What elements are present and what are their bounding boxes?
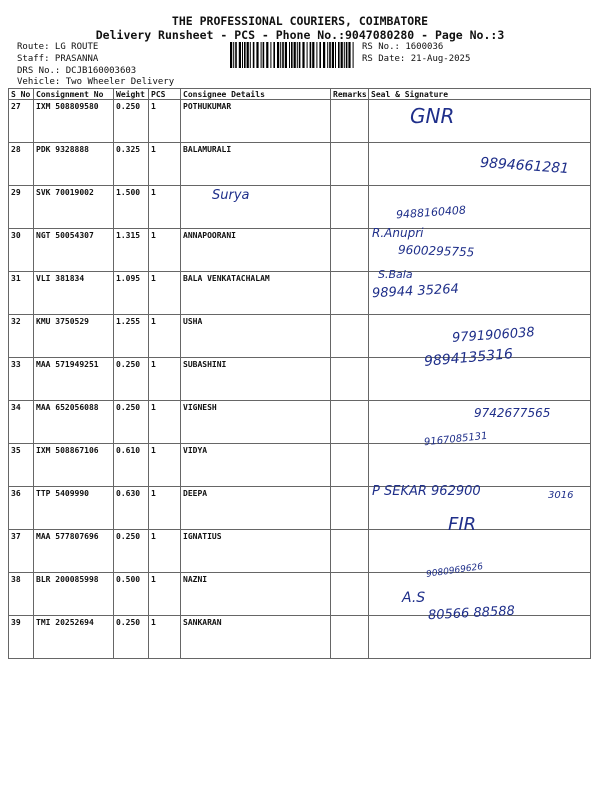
handwriting-r37: FIR bbox=[448, 514, 477, 535]
col-sno: S No bbox=[9, 89, 34, 100]
table-row bbox=[9, 143, 591, 186]
barcode-bar bbox=[261, 42, 262, 68]
cell-pcs: 1 bbox=[149, 487, 181, 530]
cell-consignee: USHA bbox=[181, 315, 331, 358]
cell-remarks bbox=[331, 143, 369, 186]
runsheet-subtitle: Delivery Runsheet - PCS - Phone No.:9047080280 - Page No.:3 bbox=[95, 28, 505, 42]
cell-weight: 0.630 bbox=[114, 487, 149, 530]
drs-number: DRS No.: DCJB160003603 bbox=[17, 66, 137, 76]
barcode-bar bbox=[233, 42, 234, 68]
cell-sno: 39 bbox=[9, 616, 34, 659]
barcode-bar bbox=[302, 42, 304, 68]
cell-pcs: 1 bbox=[149, 616, 181, 659]
company-title: THE PROFESSIONAL COURIERS, COIMBATORE bbox=[171, 14, 429, 28]
cell-consignee: IGNATIUS bbox=[181, 530, 331, 573]
cell-signature bbox=[369, 573, 591, 616]
cell-consignment-no: MAA 571949251 bbox=[34, 358, 114, 401]
cell-signature bbox=[369, 229, 591, 272]
cell-signature bbox=[369, 358, 591, 401]
barcode-bar bbox=[335, 42, 336, 68]
barcode-bar bbox=[244, 42, 246, 68]
handwriting-r39-name: A.S bbox=[402, 590, 426, 606]
barcode-bar bbox=[316, 42, 317, 68]
barcode-bar bbox=[299, 42, 301, 68]
handwriting-r28: 9894661281 bbox=[479, 154, 570, 178]
table-row bbox=[9, 100, 591, 143]
cell-pcs: 1 bbox=[149, 229, 181, 272]
table-row bbox=[9, 444, 591, 487]
table-header-row bbox=[9, 89, 591, 100]
cell-sno: 38 bbox=[9, 573, 34, 616]
handwriting-r30-name: R.Anupri bbox=[372, 226, 424, 240]
barcode-bar bbox=[239, 42, 241, 68]
barcode-bar bbox=[294, 42, 296, 68]
handwriting-r39-phone: 80566 88588 bbox=[427, 603, 516, 624]
table-row bbox=[9, 358, 591, 401]
col-pcs: PCS bbox=[149, 89, 181, 100]
cell-pcs: 1 bbox=[149, 358, 181, 401]
handwriting-r30-phone: 9600295755 bbox=[397, 242, 475, 260]
cell-remarks bbox=[331, 272, 369, 315]
cell-weight: 0.250 bbox=[114, 358, 149, 401]
cell-consignment-no: IXM 508867106 bbox=[34, 444, 114, 487]
barcode-bar bbox=[282, 42, 284, 68]
handwriting-r33: 9894135316 bbox=[423, 346, 514, 370]
cell-pcs: 1 bbox=[149, 401, 181, 444]
cell-sno: 37 bbox=[9, 530, 34, 573]
cell-consignee: DEEPA bbox=[181, 487, 331, 530]
col-consignment: Consignment No bbox=[34, 89, 114, 100]
cell-consignment-no: IXM 508809580 bbox=[34, 100, 114, 143]
cell-weight: 0.250 bbox=[114, 100, 149, 143]
barcode-bar bbox=[346, 42, 348, 68]
table-row bbox=[9, 530, 591, 573]
cell-sno: 31 bbox=[9, 272, 34, 315]
cell-consignment-no: VLI 381834 bbox=[34, 272, 114, 315]
table-row bbox=[9, 186, 591, 229]
barcode-bar bbox=[338, 42, 340, 68]
barcode-bar bbox=[247, 42, 249, 68]
cell-consignment-no: BLR 200085998 bbox=[34, 573, 114, 616]
handwriting-r35: 9167085131 bbox=[423, 430, 489, 449]
cell-pcs: 1 bbox=[149, 444, 181, 487]
cell-consignment-no: NGT 50054307 bbox=[34, 229, 114, 272]
col-remarks: Remarks bbox=[331, 89, 369, 100]
barcode-bar bbox=[242, 42, 243, 68]
barcode-bar bbox=[273, 42, 275, 68]
route-label: Route: LG ROUTE bbox=[17, 42, 99, 52]
cell-sno: 33 bbox=[9, 358, 34, 401]
cell-consignee: SANKARAN bbox=[181, 616, 331, 659]
barcode-bar bbox=[285, 42, 287, 68]
cell-pcs: 1 bbox=[149, 315, 181, 358]
cell-signature bbox=[369, 315, 591, 358]
cell-signature bbox=[369, 487, 591, 530]
handwriting-r34: 9742677565 bbox=[474, 406, 551, 420]
table-row bbox=[9, 487, 591, 530]
cell-consignee: NAZNI bbox=[181, 573, 331, 616]
runsheet-table bbox=[8, 88, 591, 659]
handwriting-r27: GNR bbox=[410, 104, 455, 128]
cell-sno: 27 bbox=[9, 100, 34, 143]
cell-remarks bbox=[331, 358, 369, 401]
barcode-bar bbox=[319, 42, 321, 68]
cell-remarks bbox=[331, 401, 369, 444]
cell-consignment-no: TTP 5409990 bbox=[34, 487, 114, 530]
barcode-bar bbox=[332, 42, 334, 68]
barcode-bar bbox=[256, 42, 258, 68]
handwriting-r36-name: P SEKAR 962900 bbox=[372, 484, 481, 499]
cell-remarks bbox=[331, 315, 369, 358]
barcode-bar bbox=[348, 42, 350, 68]
barcode-bar bbox=[353, 42, 354, 68]
handwriting-r32: 9791906038 bbox=[451, 325, 536, 346]
cell-weight: 1.315 bbox=[114, 229, 149, 272]
table-row bbox=[9, 616, 591, 659]
cell-signature bbox=[369, 272, 591, 315]
handwriting-r31-name: S.Bala bbox=[378, 268, 413, 281]
barcode-bar bbox=[307, 42, 308, 68]
cell-pcs: 1 bbox=[149, 100, 181, 143]
rs-date: RS Date: 21-Aug-2025 bbox=[362, 54, 471, 64]
cell-consignee: BALAMURALI bbox=[181, 143, 331, 186]
barcode-bar bbox=[253, 42, 255, 68]
cell-weight: 0.250 bbox=[114, 530, 149, 573]
table-row bbox=[9, 229, 591, 272]
cell-weight: 0.325 bbox=[114, 143, 149, 186]
cell-weight: 1.255 bbox=[114, 315, 149, 358]
cell-pcs: 1 bbox=[149, 530, 181, 573]
cell-consignment-no: MAA 577807696 bbox=[34, 530, 114, 573]
barcode-bar bbox=[323, 42, 325, 68]
cell-consignee: VIDYA bbox=[181, 444, 331, 487]
handwriting-r38: 9080969626 bbox=[425, 562, 484, 580]
cell-sno: 36 bbox=[9, 487, 34, 530]
cell-consignee: BALA VENKATACHALAM bbox=[181, 272, 331, 315]
table-row bbox=[9, 315, 591, 358]
cell-signature bbox=[369, 143, 591, 186]
barcode-bar bbox=[230, 42, 232, 68]
cell-consignment-no: PDK 9328888 bbox=[34, 143, 114, 186]
cell-weight: 0.500 bbox=[114, 573, 149, 616]
barcode-bar bbox=[250, 42, 251, 68]
barcode-image bbox=[230, 42, 356, 68]
barcode-bar bbox=[270, 42, 271, 68]
cell-remarks bbox=[331, 616, 369, 659]
cell-remarks bbox=[331, 487, 369, 530]
barcode-bar bbox=[327, 42, 328, 68]
cell-pcs: 1 bbox=[149, 272, 181, 315]
barcode-bar bbox=[297, 42, 298, 68]
cell-remarks bbox=[331, 444, 369, 487]
cell-remarks bbox=[331, 100, 369, 143]
cell-remarks bbox=[331, 186, 369, 229]
cell-remarks bbox=[331, 530, 369, 573]
cell-remarks bbox=[331, 229, 369, 272]
barcode-bar bbox=[277, 42, 279, 68]
cell-sno: 29 bbox=[9, 186, 34, 229]
barcode-bar bbox=[291, 42, 293, 68]
cell-consignee bbox=[181, 186, 331, 229]
rs-number: RS No.: 1600036 bbox=[362, 42, 444, 52]
cell-remarks bbox=[331, 573, 369, 616]
barcode-bar bbox=[263, 42, 265, 68]
cell-weight: 1.095 bbox=[114, 272, 149, 315]
cell-sno: 34 bbox=[9, 401, 34, 444]
staff-label: Staff: PRASANNA bbox=[17, 54, 99, 64]
cell-signature bbox=[369, 100, 591, 143]
cell-signature bbox=[369, 186, 591, 229]
cell-consignment-no: TMI 20252694 bbox=[34, 616, 114, 659]
cell-consignment-no: MAA 652056088 bbox=[34, 401, 114, 444]
cell-consignee: POTHUKUMAR bbox=[181, 100, 331, 143]
barcode-bar bbox=[289, 42, 290, 68]
barcode-bar bbox=[235, 42, 237, 68]
barcode-bar bbox=[310, 42, 312, 68]
handwriting-r29-name: Surya bbox=[212, 188, 250, 203]
cell-sno: 35 bbox=[9, 444, 34, 487]
cell-pcs: 1 bbox=[149, 186, 181, 229]
handwriting-r31-phone: 98944 35264 bbox=[371, 281, 460, 302]
col-signature: Seal & Signature bbox=[369, 89, 591, 100]
col-consignee: Consignee Details bbox=[181, 89, 331, 100]
vehicle-label: Vehicle: Two Wheeler Delivery bbox=[17, 77, 175, 87]
cell-signature bbox=[369, 401, 591, 444]
table-row bbox=[9, 573, 591, 616]
cell-weight: 0.250 bbox=[114, 401, 149, 444]
barcode-bar bbox=[329, 42, 331, 68]
table-row bbox=[9, 401, 591, 444]
barcode-bar bbox=[344, 42, 345, 68]
cell-sno: 30 bbox=[9, 229, 34, 272]
cell-signature bbox=[369, 616, 591, 659]
col-weight: Weight bbox=[114, 89, 149, 100]
barcode-bar bbox=[341, 42, 343, 68]
cell-weight: 1.500 bbox=[114, 186, 149, 229]
cell-sno: 32 bbox=[9, 315, 34, 358]
cell-signature bbox=[369, 444, 591, 487]
cell-weight: 0.250 bbox=[114, 616, 149, 659]
cell-consignee: VIGNESH bbox=[181, 401, 331, 444]
barcode-bar bbox=[266, 42, 268, 68]
barcode-bar bbox=[312, 42, 314, 68]
cell-consignee: ANNAPOORANI bbox=[181, 229, 331, 272]
cell-sno: 28 bbox=[9, 143, 34, 186]
handwriting-r36-phone: 3016 bbox=[548, 490, 574, 501]
cell-consignee: SUBASHINI bbox=[181, 358, 331, 401]
cell-signature bbox=[369, 530, 591, 573]
handwriting-r29: 9488160408 bbox=[395, 203, 467, 222]
cell-consignment-no: KMU 3750529 bbox=[34, 315, 114, 358]
cell-consignment-no: SVK 70019002 bbox=[34, 186, 114, 229]
table-row bbox=[9, 272, 591, 315]
barcode-bar bbox=[280, 42, 281, 68]
cell-weight: 0.610 bbox=[114, 444, 149, 487]
cell-pcs: 1 bbox=[149, 573, 181, 616]
cell-pcs: 1 bbox=[149, 143, 181, 186]
